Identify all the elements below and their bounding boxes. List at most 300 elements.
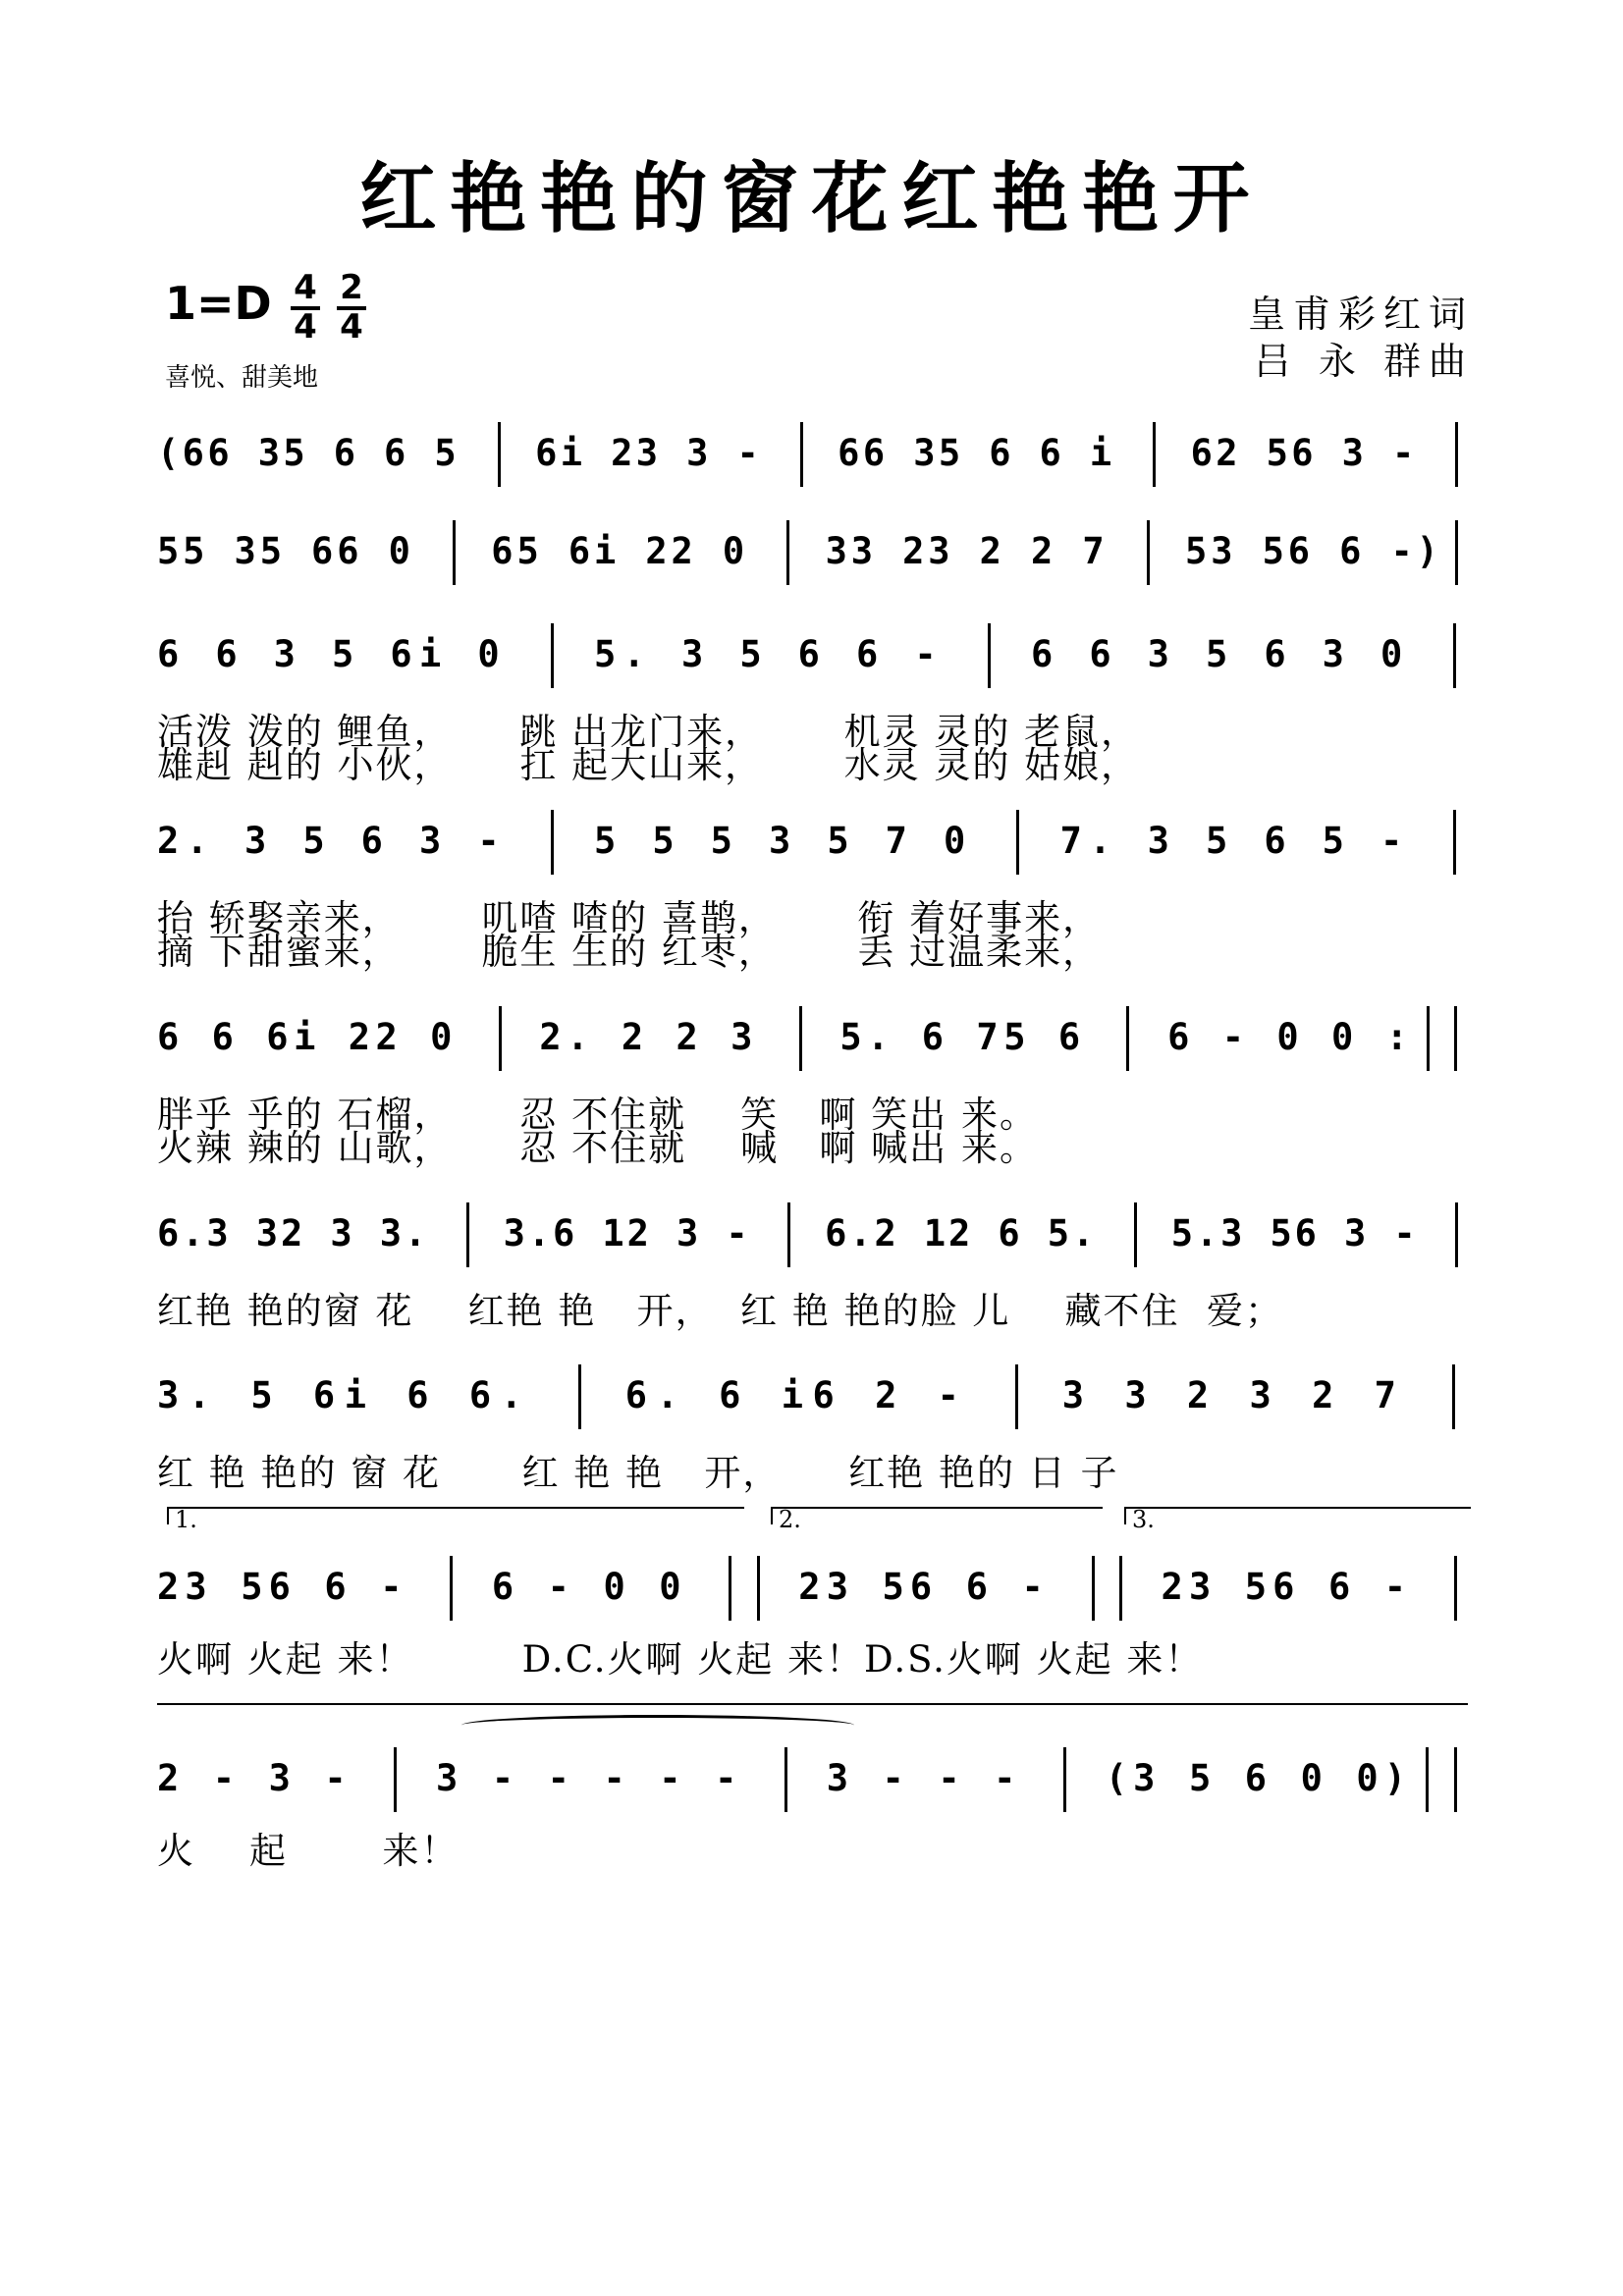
note-glyph [1320,1212,1341,1255]
note-glyph [1343,1374,1365,1416]
note-glyph: 5 [938,432,961,474]
note-glyph: 6 [1327,1566,1351,1608]
note-glyph [362,530,384,572]
note-glyph: 6 [333,432,355,474]
note-glyph [358,432,380,474]
note-glyph [408,1757,430,1799]
note-glyph [1293,820,1315,862]
note-glyph: 5 [1322,820,1344,862]
lyrics-verse-1: 活泼 泼的 鲤鱼， 跳 出龙门来， 机灵 灵的 老鼠， [157,711,1140,753]
bar-line [1134,1202,1137,1267]
note-glyph [1359,1016,1380,1058]
note-glyph [220,1374,242,1416]
note-glyph [798,820,820,862]
note-glyph: - [380,1566,403,1608]
note-glyph [297,1757,318,1799]
note-glyph: 6 [1264,633,1286,675]
note-glyph [575,1566,597,1608]
note-glyph: 3 [1133,1757,1156,1799]
note-glyph: 0 [477,633,500,675]
note-glyph: 7 [976,1016,999,1058]
note-glyph [1031,1374,1053,1416]
note-glyph: 0 [388,530,410,572]
meter-denominator: 4 [294,307,317,347]
note-glyph: 2 [157,820,180,862]
note-glyph [964,432,986,474]
note-glyph [758,1016,780,1058]
note-glyph: 6 [1272,1566,1295,1608]
note-glyph: 3 [681,633,704,675]
bar-line [498,422,501,487]
note-glyph: i [1089,432,1112,474]
note-glyph [652,1212,674,1255]
note-glyph: 6 [998,1212,1020,1255]
note-glyph: 5 [710,820,732,862]
note-glyph [1369,1212,1390,1255]
note-glyph [1109,530,1130,572]
note-glyph: 3 [1220,1212,1243,1255]
note-glyph: 2 [157,1566,180,1608]
note-glyph [449,820,470,862]
note-glyph [438,1374,460,1416]
note-glyph: 2 [645,530,668,572]
note-glyph: - [212,1757,236,1799]
note-glyph: 3 [268,1757,291,1799]
note-glyph: ( [1105,1757,1128,1799]
note-glyph: 3 [1211,530,1233,572]
note-glyph: 2 [611,432,633,474]
note-glyph: 3 [730,1016,753,1058]
note-glyph [877,530,898,572]
note-glyph [813,1016,835,1058]
note-glyph [703,1016,725,1058]
note-glyph [232,1212,253,1255]
note-glyph: 3 [676,1212,699,1255]
note-glyph [282,1374,303,1416]
note-glyph: i [294,1016,316,1058]
note-glyph [408,1566,430,1608]
note-glyph [894,1016,916,1058]
bar-line [1454,1006,1457,1071]
note-glyph: . [188,1374,211,1416]
note-glyph [631,1757,653,1799]
note-glyph: 3 [436,1757,459,1799]
note-glyph: - [1021,1566,1044,1608]
note-glyph: 5 [1244,1566,1268,1608]
note-glyph: 6 [390,633,412,675]
note-glyph [594,1016,616,1058]
note-glyph [751,1212,773,1255]
note-glyph [1314,530,1335,572]
note-glyph [414,530,436,572]
note-glyph [910,1757,932,1799]
note-glyph [1272,1757,1294,1799]
bar-line [578,1364,581,1429]
note-glyph [1056,530,1078,572]
note-glyph [687,1374,709,1416]
note-glyph: . [186,820,208,862]
system-line [157,1703,1468,1705]
note-glyph [1050,1566,1071,1608]
note-glyph: 2 [948,1212,971,1255]
bar-line [551,623,554,688]
note-glyph: - [659,1757,681,1799]
note-glyph [1086,1016,1108,1058]
note-glyph: 6 [1339,530,1362,572]
note-glyph: 5 [1170,1212,1194,1255]
note-glyph: 3 [686,432,709,474]
note-glyph: 0 [1300,1757,1323,1799]
note-glyph [973,820,995,862]
note-glyph [906,1374,928,1416]
note-glyph: 5 [1262,530,1284,572]
note-glyph: 5 [1266,432,1288,474]
note-glyph: 3 [503,1212,525,1255]
note-glyph [352,1757,374,1799]
time-signature-2-4 [337,268,366,347]
note-glyph: 7 [1374,1374,1396,1416]
note-glyph: 3 [419,820,442,862]
note-glyph [750,1374,772,1416]
note-glyph [938,1566,959,1608]
note-glyph: 3 [257,432,280,474]
note-glyph [769,633,790,675]
note-glyph: 2 [1216,432,1238,474]
note-glyph: 3 [1322,633,1344,675]
note-glyph: i [781,1374,803,1416]
staff-line-1 [157,432,1478,491]
note-glyph [1365,530,1386,572]
note-glyph [409,432,431,474]
bar-line [757,1556,760,1621]
note-glyph: 3 [379,1212,402,1255]
meter-numerator: 2 [337,271,366,310]
lyricist: 皇甫彩红词 [1247,293,1474,336]
note-glyph: 5 [652,820,675,862]
note-glyph: 6 [1057,1016,1081,1058]
note-glyph: 3 [234,530,256,572]
note-glyph [478,1212,500,1255]
note-glyph [1356,1566,1378,1608]
note-glyph [1162,1757,1183,1799]
note-glyph [1405,1374,1427,1416]
note-glyph: 5 [839,1016,862,1058]
note-glyph: 3 [769,820,791,862]
note-glyph [390,820,411,862]
note-glyph: 2 [875,1374,897,1416]
note-glyph [1094,1374,1115,1416]
note-glyph: . [182,1212,204,1255]
note-glyph: . [404,1212,427,1255]
note-glyph [966,1757,988,1799]
note-glyph: 2 [874,1212,896,1255]
note-glyph: - [715,1757,737,1799]
note-glyph [187,633,208,675]
note-glyph: 6 [207,432,230,474]
note-glyph [1195,1016,1217,1058]
note-glyph [1235,820,1257,862]
note-glyph: 6 [324,1566,347,1608]
note-glyph: 3 [1061,1374,1085,1416]
note-glyph [889,432,910,474]
note-glyph: 6 [856,633,879,675]
note-glyph: - [603,1757,625,1799]
note-glyph: 6 [266,1016,289,1058]
bar-line [1454,1556,1457,1621]
note-glyph: 6 [1031,633,1054,675]
note-glyph: 3 [1147,633,1169,675]
note-glyph [813,432,835,474]
staff-line-8 [157,1566,1478,1681]
note-glyph: 5 [332,633,354,675]
staff-line-5 [157,1016,1478,1169]
note-glyph: 7 [1082,530,1105,572]
note-glyph [1218,1374,1240,1416]
note-glyph: . [1195,1212,1218,1255]
key-signature: 1=D [165,277,272,330]
note-glyph [953,530,975,572]
note-glyph [1241,432,1263,474]
tempo-marking: 喜悦、甜美地 [165,363,319,393]
note-glyph: 6 [215,633,238,675]
note-glyph: 5 [1270,1212,1292,1255]
note-glyph: 6 [1244,1757,1268,1799]
note-glyph: 2 [157,1757,180,1799]
note-glyph [1064,432,1086,474]
note-glyph [1351,633,1373,675]
note-glyph: 3 [825,530,847,572]
note-glyph: 2 [348,1016,370,1058]
note-glyph: 0 [944,820,966,862]
note-glyph [1176,820,1198,862]
bar-line [1153,422,1156,487]
bar-line [1126,1006,1129,1071]
note-glyph: 6 [1294,1212,1317,1255]
note-glyph [854,1757,876,1799]
bar-line [1426,1747,1429,1812]
composer: 吕 永 群曲 [1253,340,1474,383]
bar-line [1119,1556,1122,1621]
note-glyph: 6 [1287,530,1311,572]
note-glyph: 6 [1167,1016,1190,1058]
note-glyph [449,633,470,675]
note-glyph [1351,820,1373,862]
note-glyph: - [1393,1212,1416,1255]
note-glyph: 6 [312,1374,336,1416]
note-glyph: 3 [273,633,296,675]
bar-line [800,422,803,487]
tie [461,1715,854,1735]
note-glyph: 2 [798,1566,821,1608]
note-glyph [748,530,770,572]
note-glyph [308,432,330,474]
note-glyph: - [547,1757,569,1799]
note-glyph: 5 [302,820,325,862]
note-glyph [1250,1016,1271,1058]
note-glyph: 1 [923,1212,947,1255]
note-glyph: 6 [360,820,383,862]
note-glyph [213,1566,235,1608]
note-glyph: . [567,1016,589,1058]
note-glyph: 6 [157,633,180,675]
note-glyph: 5 [1185,530,1208,572]
lyrics-endings: 火啊 火起 来！ D.C.火啊 火起 来！D.S.火啊 火起 来！ [157,1638,1204,1681]
note-glyph [1304,1016,1325,1058]
note-glyph [856,820,878,862]
bar-line [1147,520,1150,585]
note-glyph [968,1374,990,1416]
note-glyph: 6 [211,1016,234,1058]
note-glyph [800,1212,822,1255]
note-glyph: . [527,1212,551,1255]
bar-line [1016,810,1019,875]
note-glyph [1022,1757,1044,1799]
staff-line-6 [157,1212,1478,1332]
note-glyph [701,1212,723,1255]
note-glyph: 2 [280,1212,303,1255]
note-glyph [1410,633,1432,675]
note-glyph: 5 [516,530,539,572]
lyrics-verse-1: 抬 轿娶亲来， 叽喳 喳的 喜鹊， 衔 着好事来， [157,897,1102,939]
bar-line [394,1747,397,1812]
note-glyph: 3 [826,1566,848,1608]
note-glyph: : [1385,1016,1408,1058]
note-glyph [697,530,719,572]
bar-line [787,1202,790,1267]
note-glyph: 3 [1249,1374,1271,1416]
note-glyph: . [1071,1212,1095,1255]
note-glyph: - [726,1212,748,1255]
note-glyph [355,1212,377,1255]
note-glyph [244,633,266,675]
note-glyph: 7 [885,820,907,862]
note-glyph [973,1212,995,1255]
note-glyph: 0 [722,530,745,572]
note-glyph: 3 [244,820,267,862]
note-glyph: 6 [1089,633,1111,675]
note-glyph: 2 [1161,1566,1183,1608]
note-glyph: 6 [553,1212,575,1255]
note-glyph [1410,820,1432,862]
note-glyph: 5 [183,530,205,572]
note-glyph [1235,633,1257,675]
note-glyph [1097,1212,1118,1255]
note-glyph: 5 [259,530,282,572]
note-glyph: 6 [182,432,204,474]
note-glyph [565,820,586,862]
note-glyph [1115,432,1137,474]
note-glyph: 6 [909,1566,933,1608]
note-glyph [1245,1212,1267,1255]
note-glyph [352,1566,374,1608]
note-glyph: - [937,1374,959,1416]
note-glyph [944,633,965,675]
note-glyph: - [938,1757,960,1799]
note-glyph: 6 [989,432,1011,474]
song-title: 红艳艳的窗花红艳艳开 [359,154,1264,243]
note-glyph: 6 [921,1016,945,1058]
note-glyph [1140,1016,1162,1058]
note-glyph [1301,1566,1323,1608]
note-glyph: . [849,1212,872,1255]
note-glyph: 5 [1003,1016,1026,1058]
note-glyph: 3 [255,1212,279,1255]
note-glyph: - [1390,530,1413,572]
note-glyph [286,530,307,572]
note-glyph [585,432,607,474]
note-glyph: 2 [671,530,693,572]
note-glyph: 5 [250,1374,273,1416]
lyrics-final: 火 起 来！ [157,1830,460,1872]
lyrics-verse-2: 雄赳 赳的 小伙， 扛 起大山来， 水灵 灵的 姑娘， [157,744,1140,786]
note-glyph: - [1380,820,1403,862]
bar-line [1454,1747,1457,1812]
note-glyph: 0 [1330,1016,1354,1058]
note-glyph [661,432,682,474]
note-glyph [577,1212,599,1255]
lyrics-chorus: 红 艳 艳的 窗 花 红 艳 艳 开， 红艳 艳的 日 子 [157,1452,1119,1494]
note-glyph: 6 [1291,432,1314,474]
note-glyph [513,1016,534,1058]
note-glyph: 6 [1039,432,1061,474]
staff-line-3 [157,633,1478,786]
bar-line [1092,1556,1095,1621]
note-glyph: 2 [1186,1374,1210,1416]
note-glyph: 6 [624,1374,648,1416]
note-glyph: ) [1383,1757,1407,1799]
note-glyph [1060,633,1082,675]
note-glyph: 5 [434,432,457,474]
note-glyph: . [1089,820,1111,862]
note-glyph [854,1566,876,1608]
note-glyph [1328,1757,1350,1799]
note-glyph: . [656,1374,678,1416]
note-glyph [1418,432,1439,474]
note-glyph [241,1757,262,1799]
note-glyph: 6 [337,530,359,572]
note-glyph [185,1016,206,1058]
note-glyph: 2 [621,1016,644,1058]
note-glyph: 6 [825,1212,847,1255]
note-glyph [652,633,674,675]
bar-line [453,520,456,585]
note-glyph [1217,1566,1238,1608]
note-glyph: 2 [1312,1374,1334,1416]
note-glyph: 6 [965,1566,988,1608]
note-glyph [274,820,296,862]
note-glyph [762,432,784,474]
note-glyph [403,1016,424,1058]
note-glyph [1031,820,1053,862]
note-glyph [463,1566,485,1608]
note-glyph: 3 [206,1212,229,1255]
note-glyph [620,530,641,572]
bar-line [1453,810,1456,875]
note-glyph [463,1757,485,1799]
note-glyph [1001,633,1023,675]
note-glyph [429,1212,451,1255]
note-glyph [507,820,528,862]
note-glyph: - [994,1757,1016,1799]
note-glyph: 5 [157,530,180,572]
note-glyph: 6 [268,1566,291,1608]
staff-line-2 [157,530,1478,589]
bar-line [988,623,991,688]
note-glyph [302,633,324,675]
note-glyph [899,1212,921,1255]
note-glyph: 2 [902,530,925,572]
note-glyph [1280,1374,1302,1416]
